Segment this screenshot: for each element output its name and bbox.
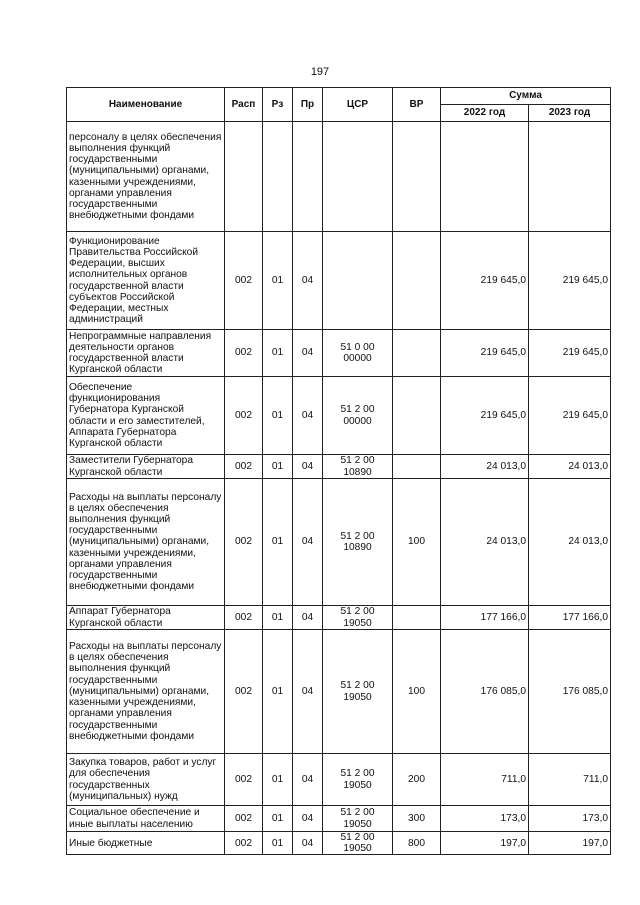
- cell-name: Социальное обеспечение и иные выплаты населению: [67, 806, 225, 832]
- cell-rasp: 002: [225, 806, 263, 832]
- table-row: [67, 832, 611, 855]
- header-csr: ЦСР: [323, 88, 393, 122]
- table-row: [67, 122, 611, 232]
- page-number: 197: [310, 66, 330, 78]
- cell-y2022: 177 166,0: [441, 606, 529, 630]
- cell-name: Функционирование Правительства Российской Федерации, высших исполнительных органов государственной власти субъектов Российской Федерации, местных администраций: [67, 232, 225, 330]
- cell-pr: 04: [293, 330, 323, 377]
- cell-pr: 04: [293, 479, 323, 606]
- cell-rasp: 002: [225, 754, 263, 806]
- cell-rz: 01: [263, 455, 293, 479]
- cell-y2023: 24 013,0: [529, 455, 611, 479]
- cell-y2023: 219 645,0: [529, 232, 611, 330]
- cell-pr: 04: [293, 377, 323, 455]
- cell-rasp: 002: [225, 479, 263, 606]
- cell-rasp: 002: [225, 232, 263, 330]
- cell-rz: 01: [263, 479, 293, 606]
- cell-pr: 04: [293, 754, 323, 806]
- cell-y2022: [441, 122, 529, 232]
- table-row: [67, 806, 611, 832]
- header-name: Наименование: [67, 88, 225, 122]
- cell-rz: 01: [263, 232, 293, 330]
- cell-y2022: 711,0: [441, 754, 529, 806]
- cell-name: Расходы на выплаты персоналу в целях обеспечения выполнения функций государственными (муниципальными) органами, казенными учреждениями, органами управления государственными внебюджетными фондами: [67, 479, 225, 606]
- cell-name: персоналу в целях обеспечения выполнения функций государственными (муниципальными) органами, казенными учреждениями, органами управления государственными внебюджетными фондами: [67, 122, 225, 232]
- cell-y2023: 177 166,0: [529, 606, 611, 630]
- cell-pr: 04: [293, 806, 323, 832]
- cell-csr: 51 2 00 19050: [323, 606, 393, 630]
- cell-name: Расходы на выплаты персоналу в целях обеспечения выполнения функций государственными (муниципальными) органами, казенными учреждениями, органами управления государственными внебюджетными фондами: [67, 630, 225, 754]
- table-body: [67, 122, 611, 855]
- cell-vr: [393, 455, 441, 479]
- cell-rasp: [225, 122, 263, 232]
- cell-y2022: 219 645,0: [441, 330, 529, 377]
- cell-csr: 51 2 00 19050: [323, 806, 393, 832]
- cell-y2022: 219 645,0: [441, 232, 529, 330]
- cell-name: Аппарат Губернатора Курганской области: [67, 606, 225, 630]
- cell-vr: 200: [393, 754, 441, 806]
- cell-y2022: 197,0: [441, 832, 529, 855]
- cell-csr: 51 2 00 19050: [323, 754, 393, 806]
- cell-y2023: 219 645,0: [529, 377, 611, 455]
- table-row: [67, 377, 611, 455]
- cell-y2022: 173,0: [441, 806, 529, 832]
- cell-csr: 51 0 00 00000: [323, 330, 393, 377]
- cell-y2023: 24 013,0: [529, 479, 611, 606]
- cell-csr: [323, 232, 393, 330]
- cell-name: Обеспечение функционирования Губернатора Курганской области и его заместителей, Аппарата Губернатора Курганской области: [67, 377, 225, 455]
- cell-vr: 100: [393, 630, 441, 754]
- cell-vr: 100: [393, 479, 441, 606]
- cell-pr: 04: [293, 606, 323, 630]
- table-row: [67, 606, 611, 630]
- header-vr: ВР: [393, 88, 441, 122]
- cell-name: Закупка товаров, работ и услуг для обеспечения государственных (муниципальных) нужд: [67, 754, 225, 806]
- cell-rz: 01: [263, 806, 293, 832]
- cell-rz: 01: [263, 606, 293, 630]
- cell-y2023: [529, 122, 611, 232]
- cell-vr: 300: [393, 806, 441, 832]
- header-year-2022: 2022 год: [441, 105, 529, 122]
- cell-y2022: 176 085,0: [441, 630, 529, 754]
- cell-rasp: 002: [225, 630, 263, 754]
- cell-y2022: 24 013,0: [441, 455, 529, 479]
- budget-table: [66, 87, 611, 855]
- cell-vr: [393, 232, 441, 330]
- cell-rasp: 002: [225, 377, 263, 455]
- cell-vr: [393, 122, 441, 232]
- cell-rz: 01: [263, 330, 293, 377]
- cell-csr: [323, 122, 393, 232]
- table-header: [67, 88, 611, 122]
- cell-rz: 01: [263, 630, 293, 754]
- table-row: [67, 479, 611, 606]
- cell-rasp: 002: [225, 330, 263, 377]
- cell-pr: [293, 122, 323, 232]
- cell-csr: 51 2 00 19050: [323, 832, 393, 855]
- cell-rasp: 002: [225, 832, 263, 855]
- cell-rasp: 002: [225, 455, 263, 479]
- cell-y2022: 24 013,0: [441, 479, 529, 606]
- cell-y2023: 711,0: [529, 754, 611, 806]
- cell-y2022: 219 645,0: [441, 377, 529, 455]
- cell-y2023: 197,0: [529, 832, 611, 855]
- table-row: [67, 330, 611, 377]
- header-rasp: Расп: [225, 88, 263, 122]
- cell-csr: 51 2 00 19050: [323, 630, 393, 754]
- cell-name: Заместители Губернатора Курганской области: [67, 455, 225, 479]
- table-row: [67, 232, 611, 330]
- cell-pr: 04: [293, 232, 323, 330]
- cell-vr: 800: [393, 832, 441, 855]
- cell-y2023: 173,0: [529, 806, 611, 832]
- cell-csr: 51 2 00 10890: [323, 479, 393, 606]
- cell-vr: [393, 330, 441, 377]
- cell-rasp: 002: [225, 606, 263, 630]
- cell-rz: 01: [263, 754, 293, 806]
- cell-vr: [393, 377, 441, 455]
- cell-rz: 01: [263, 377, 293, 455]
- header-year-2023: 2023 год: [529, 105, 611, 122]
- header-pr: Пр: [293, 88, 323, 122]
- cell-rz: 01: [263, 832, 293, 855]
- cell-vr: [393, 606, 441, 630]
- header-rz: Рз: [263, 88, 293, 122]
- cell-csr: 51 2 00 10890: [323, 455, 393, 479]
- table-row: [67, 630, 611, 754]
- cell-name: Непрограммные направления деятельности органов государственной власти Курганской области: [67, 330, 225, 377]
- cell-pr: 04: [293, 832, 323, 855]
- cell-rz: [263, 122, 293, 232]
- cell-pr: 04: [293, 630, 323, 754]
- table-row: [67, 754, 611, 806]
- cell-name: Иные бюджетные: [67, 832, 225, 855]
- header-sum: Сумма: [441, 88, 611, 105]
- table-row: [67, 455, 611, 479]
- cell-csr: 51 2 00 00000: [323, 377, 393, 455]
- cell-pr: 04: [293, 455, 323, 479]
- cell-y2023: 176 085,0: [529, 630, 611, 754]
- cell-y2023: 219 645,0: [529, 330, 611, 377]
